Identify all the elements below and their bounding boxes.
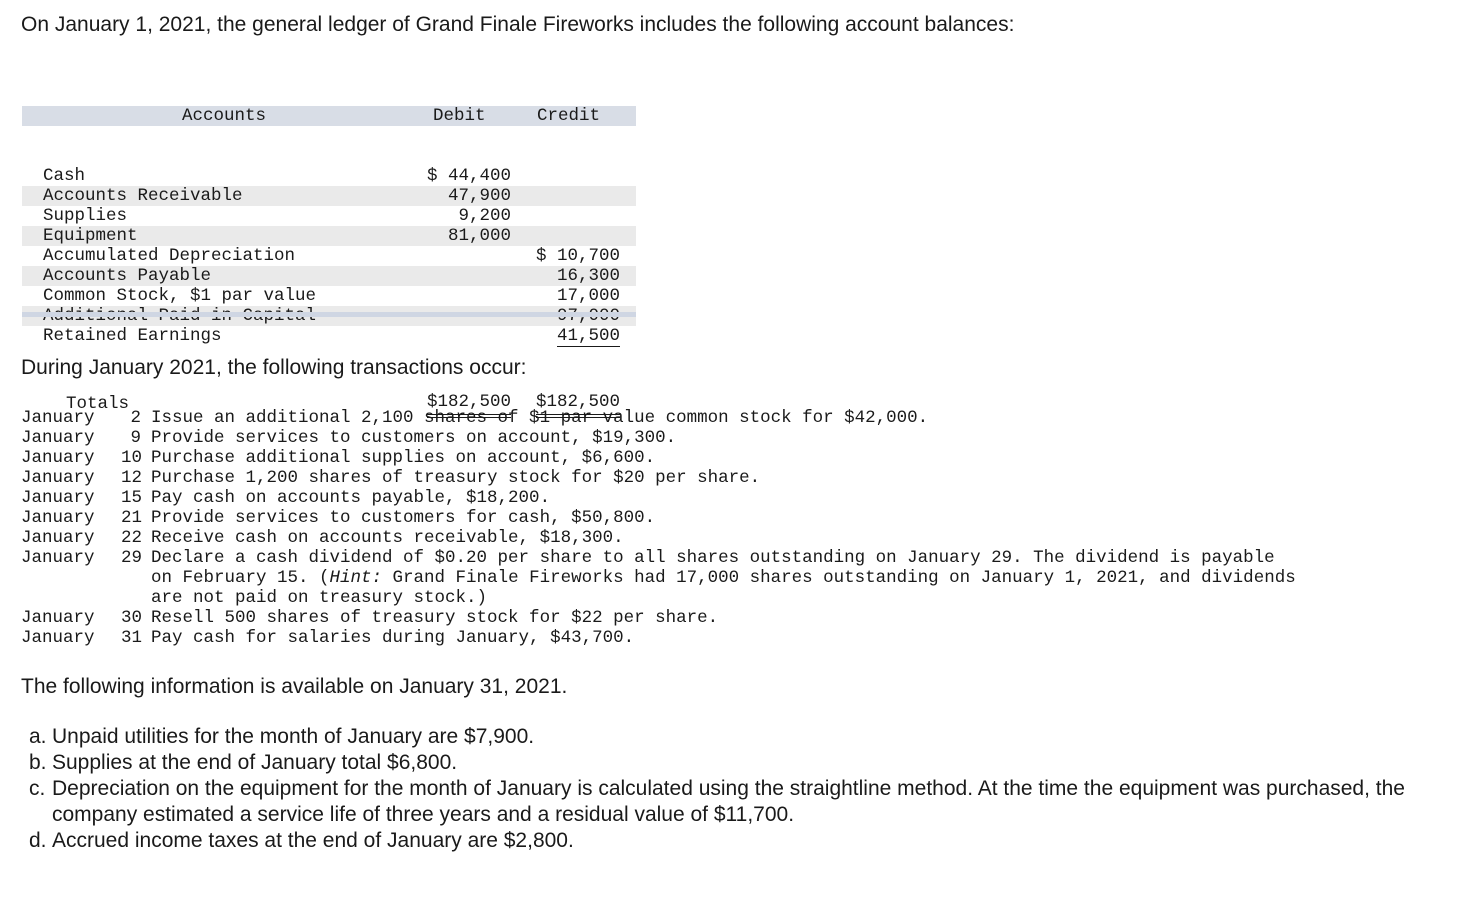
account-name: Accounts Receivable [43,186,243,206]
table-row [22,226,636,246]
table-row [22,326,636,346]
table-row [22,166,636,186]
transaction-text: Provide services to customers for cash, $50,800. [151,508,656,528]
intro-paragraph: On January 1, 2021, the general ledger of Grand Finale Fireworks includes the following account balances: [21,13,1015,36]
transaction-text: Resell 500 shares of treasury stock for $22 per share. [151,608,719,628]
transaction-text: Pay cash for salaries during January, $43,700. [151,628,635,648]
transaction-day: 31 [121,628,143,648]
account-name: Retained Earnings [43,326,222,346]
totals-label: Totals [66,394,130,414]
info-item [29,828,1469,854]
info-item-text: Supplies at the end of January total $6,800. [52,751,458,774]
transaction-text: Issue an additional 2,100 shares of $1 par value common stock for $42,000. [151,408,929,428]
info-item [29,724,1469,750]
info-item-letter: d. [29,829,47,852]
info-item-text: Depreciation on the equipment for the month of January is calculated using the straightline method. At the time the equipment was purchased, the company estimated a service life of three years and a residual value of $11,700. [52,777,1405,826]
info-item-letter: a. [29,725,47,748]
credit-amount: $ 10,700 [535,246,620,266]
transaction-month: January [21,468,95,488]
account-name: Cash [43,166,86,186]
transaction-day: 21 [121,508,143,528]
info-heading: The following information is available on January 31, 2021. [21,675,568,698]
transaction-text: on February 15. (Hint: Grand Finale Fireworks had 17,000 shares outstanding on January 1, 2021, and dividends [151,568,1296,588]
transaction-text: Pay cash on accounts payable, $18,200. [151,488,551,508]
debit-amount: 9,200 [458,206,511,226]
transaction-month: January [21,548,95,568]
transaction-day: 12 [121,468,143,488]
transaction-day: 2 [130,408,141,428]
transaction-day: 10 [121,448,143,468]
info-item-text: Accrued income taxes at the end of January are $2,800. [52,829,574,852]
totals-debit: $182,500 [427,392,511,418]
credit-amount: 41,500 [556,326,620,346]
info-item-text: Unpaid utilities for the month of January are $7,900. [52,725,535,748]
credit-amount: 17,000 [556,286,620,306]
table-bottom-rule [22,312,636,317]
info-item-letter: c. [29,777,46,800]
transaction-month: January [21,428,95,448]
totals-credit: $182,500 [536,392,620,418]
transactions-heading: During January 2021, the following transactions occur: [21,356,527,379]
account-name: Supplies [43,206,128,226]
account-name: Common Stock, $1 par value [43,286,317,306]
credit-amount: 16,300 [556,266,620,286]
transaction-text: Purchase additional supplies on account, $6,600. [151,448,656,468]
transaction-text: Receive cash on accounts receivable, $18,300. [151,528,624,548]
header-debit: Debit [433,106,486,126]
trial-balance-table [22,66,636,442]
info-item [29,750,1469,776]
table-row [22,246,636,266]
debit-amount: $ 44,400 [426,166,511,186]
info-list [29,724,1469,854]
account-name: Accumulated Depreciation [43,246,296,266]
info-item-letter: b. [29,751,47,774]
transaction-text: Purchase 1,200 shares of treasury stock for $20 per share. [151,468,761,488]
transaction-day: 15 [121,488,143,508]
transaction-day: 9 [130,428,141,448]
table-row [22,266,636,286]
transaction-month: January [21,488,95,508]
info-item [29,776,1469,828]
transaction-month: January [21,528,95,548]
transaction-text: are not paid on treasury stock.) [151,588,488,608]
transaction-day: 29 [121,548,143,568]
account-name: Accounts Payable [43,266,212,286]
transaction-text: Provide services to customers on account, $19,300. [151,428,677,448]
debit-amount: 81,000 [447,226,511,246]
transaction-month: January [21,608,95,628]
table-row [22,186,636,206]
table-body [22,166,636,346]
header-credit: Credit [537,106,601,126]
transaction-month: January [21,508,95,528]
table-row [22,206,636,226]
transaction-day: 30 [121,608,143,628]
debit-amount: 47,900 [447,186,511,206]
header-accounts: Accounts [182,106,267,126]
transaction-month: January [21,408,95,428]
account-name: Equipment [43,226,138,246]
transaction-text: Declare a cash dividend of $0.20 per share to all shares outstanding on January 29. The dividend is payable [151,548,1275,568]
transaction-day: 22 [121,528,143,548]
table-header-row [22,106,636,126]
transaction-month: January [21,448,95,468]
table-row [22,286,636,306]
transaction-month: January [21,628,95,648]
